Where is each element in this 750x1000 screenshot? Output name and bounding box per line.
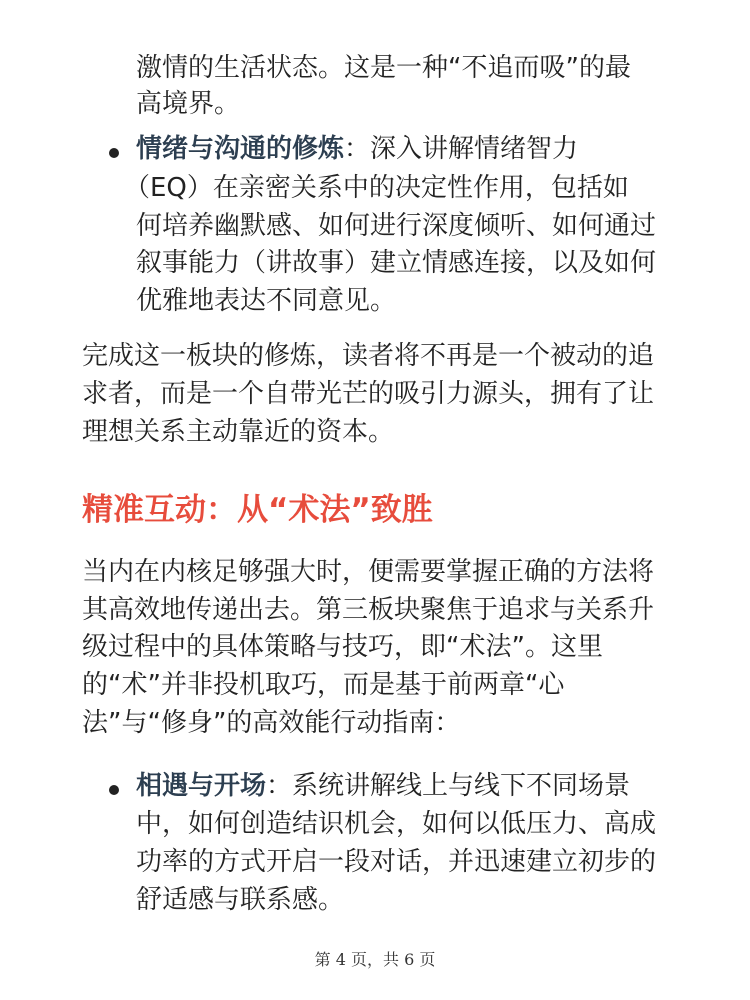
bullet-dot [109, 148, 119, 158]
bullet-emotion-title: 情绪与沟通的修炼 [136, 134, 345, 164]
bullet-dot [109, 785, 119, 795]
bullet-meet-line-2: 中，如何创造结识机会，如何以低压力、高成 [136, 809, 657, 839]
bullet-meet-line-4: 舒适感与联系感。 [136, 885, 345, 915]
bullet-meet-sep: ： [266, 771, 293, 801]
bullet-emotion-line-4: 叙事能力（讲故事）建立情感连接，以及如何 [136, 248, 657, 278]
section-heading: 精准互动：从“术法”致胜 [82, 492, 433, 528]
section-line-3: 级过程中的具体策略与技巧，即“术法”。这里 [82, 632, 603, 662]
bullet-emotion-line-5: 优雅地表达不同意见。 [136, 286, 397, 316]
bullet-meet-title: 相遇与开场 [136, 771, 267, 801]
section-line-5: 法”与“修身”的高效能行动指南： [82, 708, 461, 738]
bullet-meet-rest: 系统讲解线上与线下不同场景 [292, 771, 631, 801]
summary-line-3: 理想关系主动靠近的资本。 [82, 417, 395, 447]
bullet-emotion-line-2: （EQ）在亲密关系中的决定性作用，包括如 [124, 173, 629, 203]
summary-line-1: 完成这一板块的修炼，读者将不再是一个被动的追 [82, 341, 655, 371]
intro-line-1: 激情的生活状态。这是一种“不追而吸”的最 [136, 53, 631, 83]
intro-line-2: 高境界。 [136, 89, 241, 119]
bullet-meet-line-3: 功率的方式开启一段对话，并迅速建立初步的 [136, 847, 657, 877]
section-line-2: 其高效地传递出去。第三板块聚焦于追求与关系升 [82, 595, 655, 625]
bullet-emotion-line-3: 何培养幽默感、如何进行深度倾听、如何通过 [136, 211, 657, 241]
bullet-emotion-rest: 深入讲解情绪智力 [370, 134, 579, 164]
bullet-meet-line-1 [136, 768, 630, 804]
bullet-emotion-sep: ： [344, 134, 371, 164]
section-line-4: 的“术”并非投机取巧，而是基于前两章“心 [82, 670, 565, 700]
bullet-emotion-line-1 [136, 131, 578, 167]
section-line-1: 当内在内核足够强大时，便需要掌握正确的方法将 [82, 557, 655, 587]
summary-line-2: 求者，而是一个自带光芒的吸引力源头，拥有了让 [82, 379, 655, 409]
page-footer: 第 4 页，共 6 页 [314, 950, 436, 969]
